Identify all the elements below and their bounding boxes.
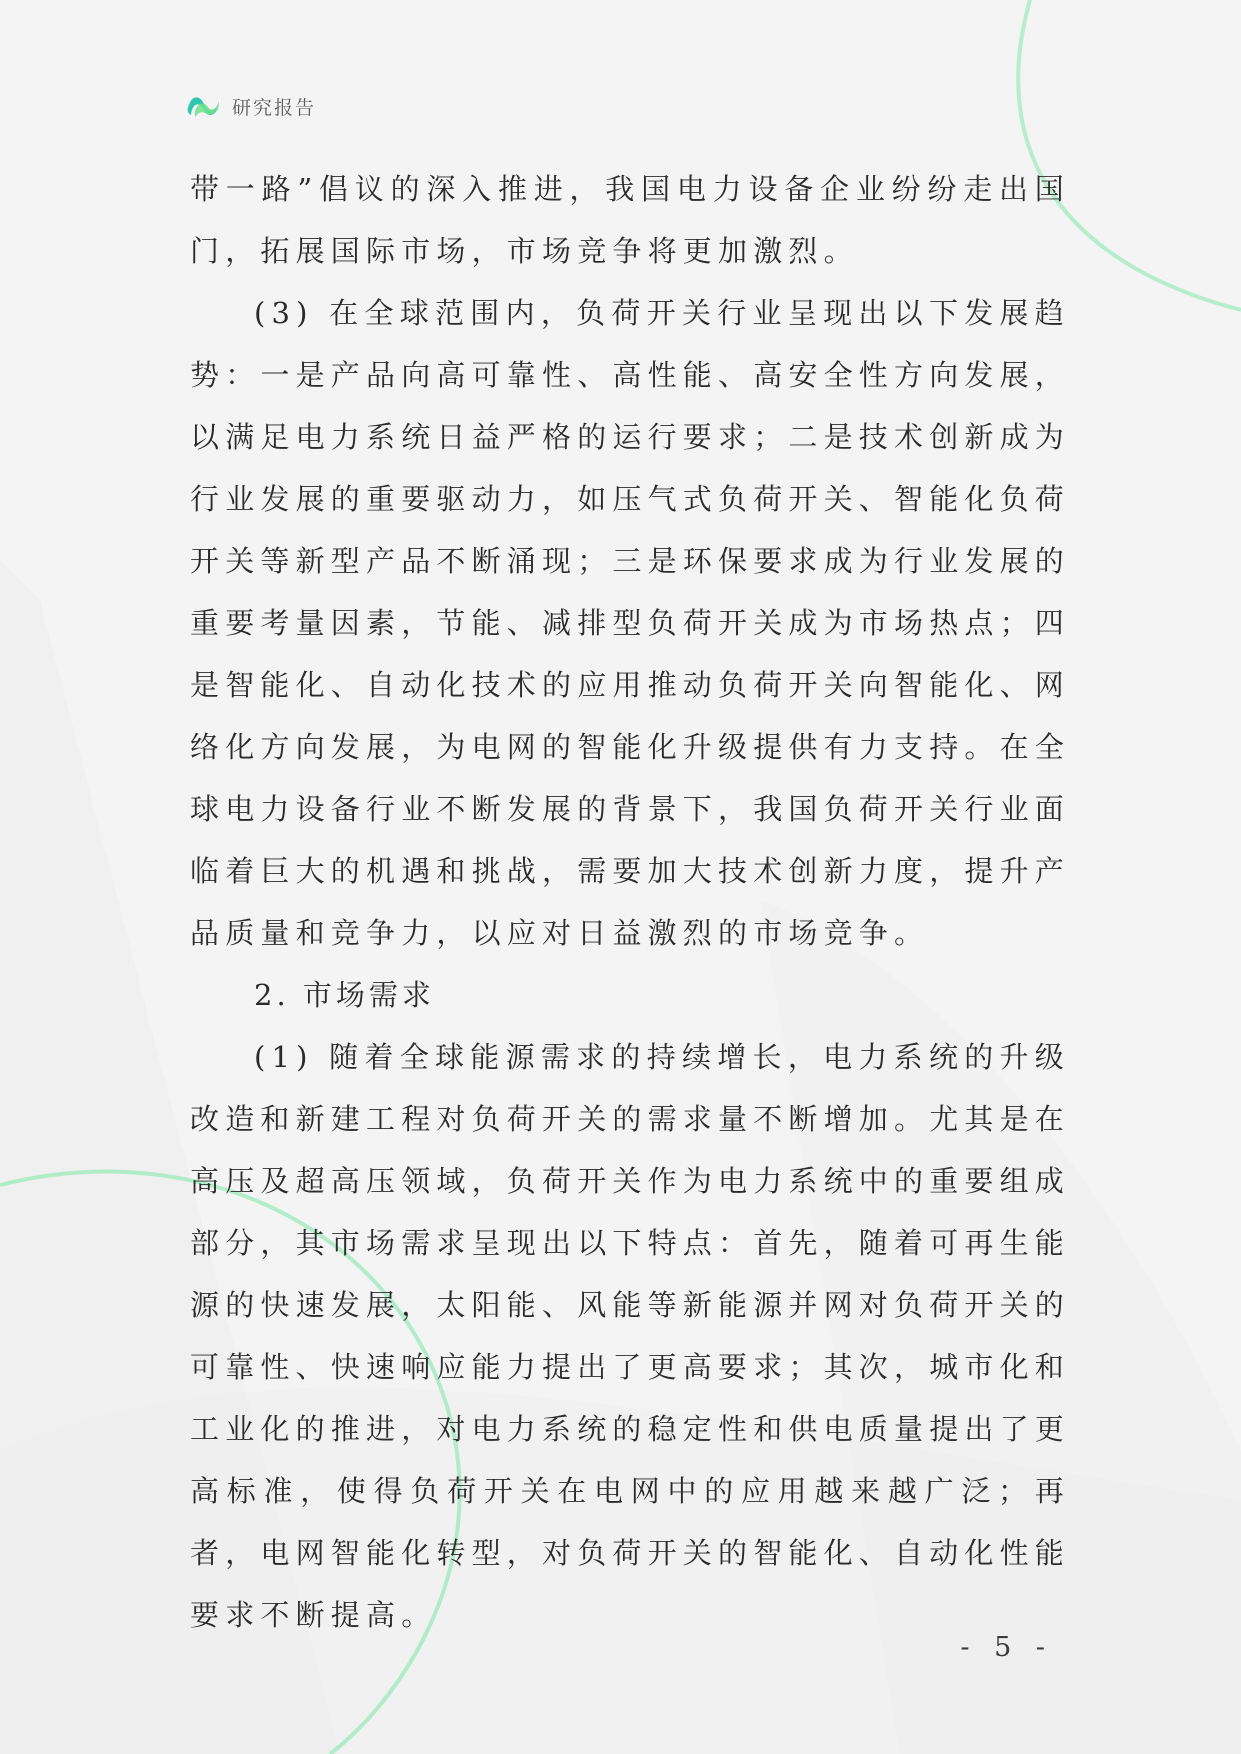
company-logo-icon (186, 91, 222, 121)
document-body (190, 158, 1070, 1646)
section-heading-market-demand: 2. 市场需求 (254, 978, 435, 1012)
page-number-label: - 5 - (960, 1632, 1053, 1663)
page-number (0, 1632, 1241, 1663)
report-header (186, 88, 316, 124)
header-title: 研究报告 (232, 96, 317, 119)
paragraph-intro: 带一路”倡议的深入推进，我国电力设备企业纷纷走出国门，拓展国际市场，市场竞争将更加激烈。 (190, 172, 1070, 268)
paragraph-demand: (1) 随着全球能源需求的持续增长，电力系统的升级改造和新建工程对负荷开关的需求量不断增加。尤其是在高压及超高压领域，负荷开关作为电力系统中的重要组成部分，其市场需求呈现出以下特点：首先，随着可再生能源的快速发展，太阳能、风能等新能源并网对负荷开关的可靠性、快速响应能力提出了更高要求；其次，城市化和工业化的推进，对电力系统的稳定性和供电质量提出了更高标准，使得负荷开关在电网中的应用越来越广泛；再者，电网智能化转型，对负荷开关的智能化、自动化性能要求不断提高。 (190, 1040, 1071, 1632)
paragraph-trends: (3) 在全球范围内，负荷开关行业呈现出以下发展趋势：一是产品向高可靠性、高性能、高安全性方向发展，以满足电力系统日益严格的运行要求；二是技术创新成为行业发展的重要驱动力，如压气式负荷开关、智能化负荷开关等新型产品不断涌现；三是环保要求成为行业发展的重要考量因素，节能、减排型负荷开关成为市场热点；四是智能化、自动化技术的应用推动负荷开关向智能化、网络化方向发展，为电网的智能化升级提供有力支持。在全球电力设备行业不断发展的背景下，我国负荷开关行业面临着巨大的机遇和挑战，需要加大技术创新力度，提升产品质量和竞争力，以应对日益激烈的市场竞争。 (190, 296, 1071, 950)
